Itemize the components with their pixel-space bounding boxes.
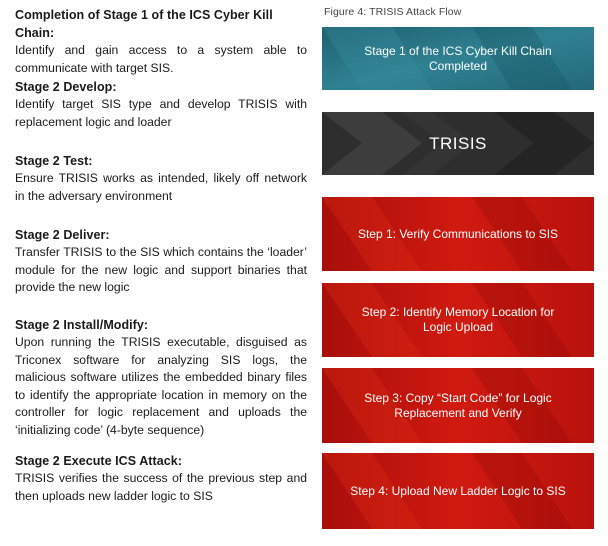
figure-caption: Figure 4: TRISIS Attack Flow bbox=[324, 6, 462, 18]
flow-box-trisis bbox=[322, 112, 594, 175]
stage-heading: Stage 2 Execute ICS Attack: bbox=[15, 454, 182, 468]
stage-item-develop bbox=[15, 78, 307, 131]
stage-description: Transfer TRISIS to the SIS which contains the ‘loader’ module for the new logic and support binaries that provide the new logic bbox=[15, 245, 307, 294]
flow-box-step-4 bbox=[322, 453, 594, 529]
stage-description: Ensure TRISIS works as intended, likely off network in the adversary environment bbox=[15, 171, 307, 203]
flow-box-label: Step 1: Verify Communications to SIS bbox=[357, 226, 559, 241]
stage-heading: Stage 2 Test: bbox=[15, 154, 93, 168]
stage-heading: Stage 2 Deliver: bbox=[15, 228, 110, 242]
stage-item-test bbox=[15, 152, 307, 205]
flow-box-label: Step 3: Copy “Start Code” for Logic Replacement and Verify bbox=[364, 390, 552, 420]
flow-box-label: TRISIS bbox=[429, 134, 487, 153]
flow-box-step-1 bbox=[322, 197, 594, 271]
flow-box-label: Step 4: Upload New Ladder Logic to SIS bbox=[350, 483, 566, 498]
stage-description: Identify and gain access to a system able to communicate with target SIS. bbox=[15, 43, 307, 75]
stage-description: Upon running the TRISIS executable, disguised as Triconex software for analyzing SIS logs, the malicious software utilizes the embedded binary files to identify the appropriate location in memory on the controller for logic replacement and uploads the ‘initializing code’ (4-byte sequence) bbox=[15, 335, 307, 437]
stage-heading: Stage 2 Develop: bbox=[15, 80, 117, 94]
flow-box-step-2 bbox=[322, 283, 594, 357]
stage-description: TRISIS verifies the success of the previous step and then uploads new ladder logic to SIS bbox=[15, 471, 307, 503]
stage-heading: Completion of Stage 1 of the ICS Cyber Kill Chain: bbox=[15, 8, 273, 40]
flow-box-label: Stage 1 of the ICS Cyber Kill Chain Completed bbox=[364, 43, 552, 73]
stage-item-install-modify bbox=[15, 316, 307, 439]
stage-description: Identify target SIS type and develop TRISIS with replacement logic and loader bbox=[15, 97, 307, 129]
flow-box-label: Step 2: Identify Memory Location for Logic Upload bbox=[361, 305, 555, 334]
flow-box-step-3 bbox=[322, 368, 594, 443]
stage-item-deliver bbox=[15, 226, 307, 297]
stage-item-stage1-completion bbox=[15, 6, 307, 77]
stage-heading: Stage 2 Install/Modify: bbox=[15, 318, 149, 332]
stage-item-execute-ics-attack bbox=[15, 452, 307, 505]
flow-box-stage1-completed bbox=[322, 27, 594, 90]
attack-flow-figure bbox=[322, 0, 594, 546]
